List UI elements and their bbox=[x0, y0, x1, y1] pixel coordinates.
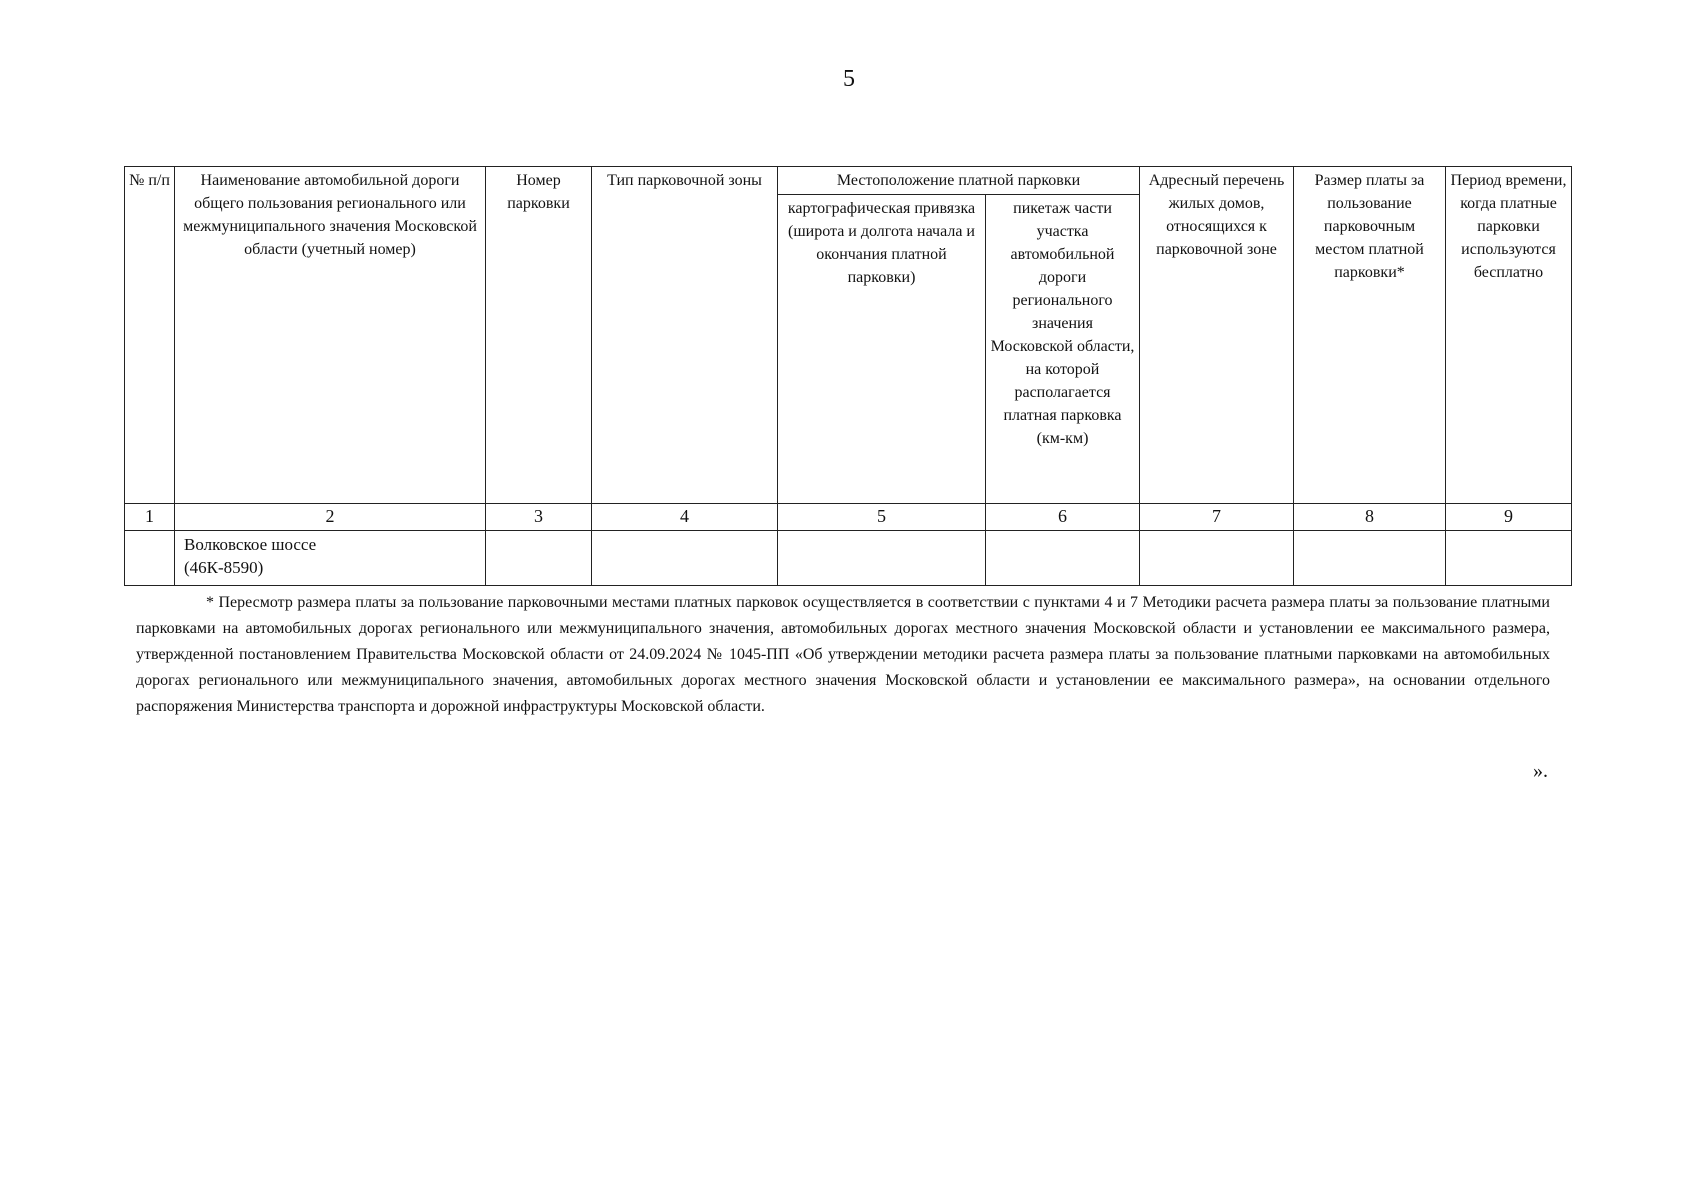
cell-road-name bbox=[175, 531, 486, 586]
header-fee: Размер платы за пользование парковочным местом платной парковки* bbox=[1294, 167, 1446, 504]
cell-parking-number bbox=[486, 531, 592, 586]
cell-number bbox=[125, 531, 175, 586]
header-coordinates: картографическая привязка (широта и долгота начала и окончания платной парковки) bbox=[778, 195, 986, 504]
header-number: № п/п bbox=[125, 167, 175, 504]
header-zone-type: Тип парковочной зоны bbox=[592, 167, 778, 504]
road-code: (46К-8590) bbox=[184, 558, 264, 577]
column-numbers-row bbox=[125, 504, 1572, 531]
column-number-2: 2 bbox=[175, 504, 486, 531]
header-location-group: Местоположение платной парковки bbox=[778, 167, 1140, 195]
closing-quote: ». bbox=[1533, 760, 1548, 782]
cell-fee bbox=[1294, 531, 1446, 586]
footnote: * Пересмотр размера платы за пользование парковочными местами платных парковок осуществляется в соответствии с пунктами 4 и 7 Методики расчета размера платы за пользование платными парковками на автомобильных дорогах регионального или межмуниципального значения, автомобильных дорогах местного значения Московской области и установлении ее максимального размера, утвержденной постановлением Правительства Московской области от 24.09.2024 № 1045-ПП «Об утверждении методики расчета размера платы за пользование платными парковками на автомобильных дорогах регионального или межмуниципального значения, автомобильных дорогах местного значения Московской области и установлении ее максимального размера», на основании отдельного распоряжения Министерства транспорта и дорожной инфраструктуры Московской области. bbox=[136, 594, 1550, 715]
column-number-3: 3 bbox=[486, 504, 592, 531]
column-number-4: 4 bbox=[592, 504, 778, 531]
column-number-7: 7 bbox=[1140, 504, 1294, 531]
header-row-1 bbox=[125, 167, 1572, 195]
column-number-9: 9 bbox=[1446, 504, 1572, 531]
road-name: Волковское шоссе bbox=[184, 535, 317, 554]
header-picket: пикетаж части участка автомобильной дороги регионального значения Московской области, на которой располагается платная парковка (км-км) bbox=[986, 195, 1140, 504]
header-free-period: Период времени, когда платные парковки используются бесплатно bbox=[1446, 167, 1572, 504]
cell-zone-type bbox=[592, 531, 778, 586]
column-number-5: 5 bbox=[778, 504, 986, 531]
column-number-1: 1 bbox=[125, 504, 175, 531]
cell-picket bbox=[986, 531, 1140, 586]
table-row bbox=[125, 531, 1572, 586]
cell-coordinates bbox=[778, 531, 986, 586]
header-parking-number: Номер парковки bbox=[486, 167, 592, 504]
cell-free-period bbox=[1446, 531, 1572, 586]
page-number: 5 bbox=[843, 66, 855, 92]
cell-addresses bbox=[1140, 531, 1294, 586]
column-number-6: 6 bbox=[986, 504, 1140, 531]
header-addresses: Адресный перечень жилых домов, относящихся к парковочной зоне bbox=[1140, 167, 1294, 504]
parking-table bbox=[124, 166, 1572, 586]
header-road-name: Наименование автомобильной дороги общего пользования регионального или межмуниципального значения Московской области (учетный номер) bbox=[175, 167, 486, 504]
column-number-8: 8 bbox=[1294, 504, 1446, 531]
